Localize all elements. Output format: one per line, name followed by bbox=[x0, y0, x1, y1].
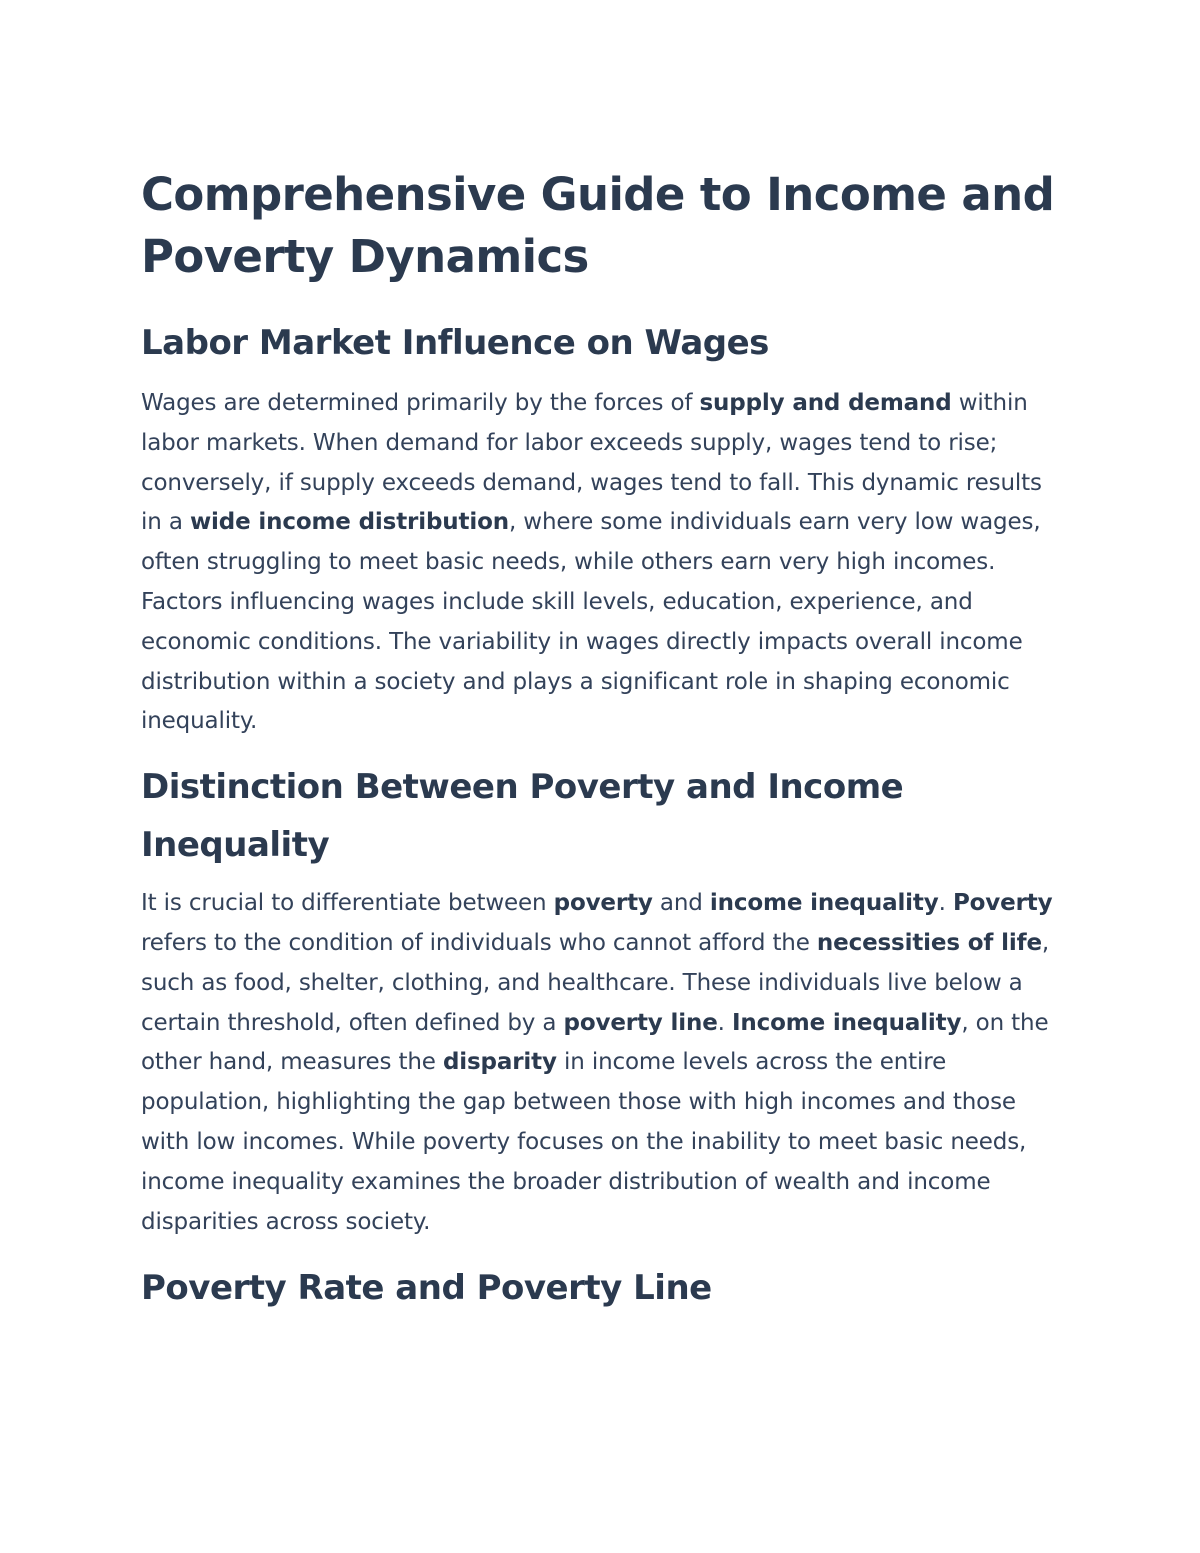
bold-term: supply and demand bbox=[699, 390, 952, 416]
text-run: It is crucial to differentiate between bbox=[141, 890, 554, 917]
section-heading-poverty-rate: Poverty Rate and Poverty Line bbox=[141, 1268, 712, 1309]
text-run: refers to the condition of individuals who cannot afford the bbox=[141, 929, 817, 956]
text-run: Wages are determined primarily by the forces of bbox=[141, 390, 700, 416]
bold-term: poverty line bbox=[563, 1009, 718, 1036]
document-title: Comprehensive Guide to Income and Poverty Dynamics bbox=[141, 168, 1055, 283]
document-content bbox=[141, 164, 1061, 1318]
bold-term: wide income distribution bbox=[189, 509, 509, 536]
section-paragraph-poverty-vs-inequality bbox=[141, 884, 1061, 1242]
section-paragraph-labor-market bbox=[141, 384, 1061, 742]
bold-term: poverty bbox=[553, 890, 653, 917]
bold-term: income inequality bbox=[709, 890, 939, 917]
text-run: , on the other hand, measures the bbox=[141, 1009, 1049, 1076]
bold-term: Poverty bbox=[952, 890, 1053, 917]
bold-term: Income inequality bbox=[731, 1009, 962, 1036]
text-run: , such as food, shelter, clothing, and healthcare. These individuals live below a certain threshold, often defined by a bbox=[141, 929, 1050, 1036]
text-run: . bbox=[717, 1009, 732, 1036]
section-heading-poverty-vs-inequality: Distinction Between Poverty and Income Inequality bbox=[141, 767, 904, 866]
bold-term: necessities of life bbox=[816, 929, 1042, 956]
section-heading-labor-market: Labor Market Influence on Wages bbox=[141, 323, 769, 363]
text-run: . bbox=[938, 890, 953, 917]
text-run: in income levels across the entire population, highlighting the gap between those with high incomes and those with low incomes. While poverty focuses on the inability to meet basic needs, income inequality examines the broader distribution of wealth and income disparities across society. bbox=[141, 1049, 1027, 1235]
text-run: , where some individuals earn very low wages, often struggling to meet basic needs, while others earn very high incomes. Factors influencing wages include skill levels, education, experience, and economic conditions. The variability in wages directly impacts overall income distribution within a society and plays a significant role in shaping economic inequality. bbox=[141, 509, 1041, 735]
text-run: and bbox=[652, 890, 710, 917]
text-run: within labor markets. When demand for labor exceeds supply, wages tend to rise; conversely, if supply exceeds demand, wages tend to fall. This dynamic results in a bbox=[141, 390, 1042, 536]
bold-term: disparity bbox=[442, 1049, 557, 1076]
